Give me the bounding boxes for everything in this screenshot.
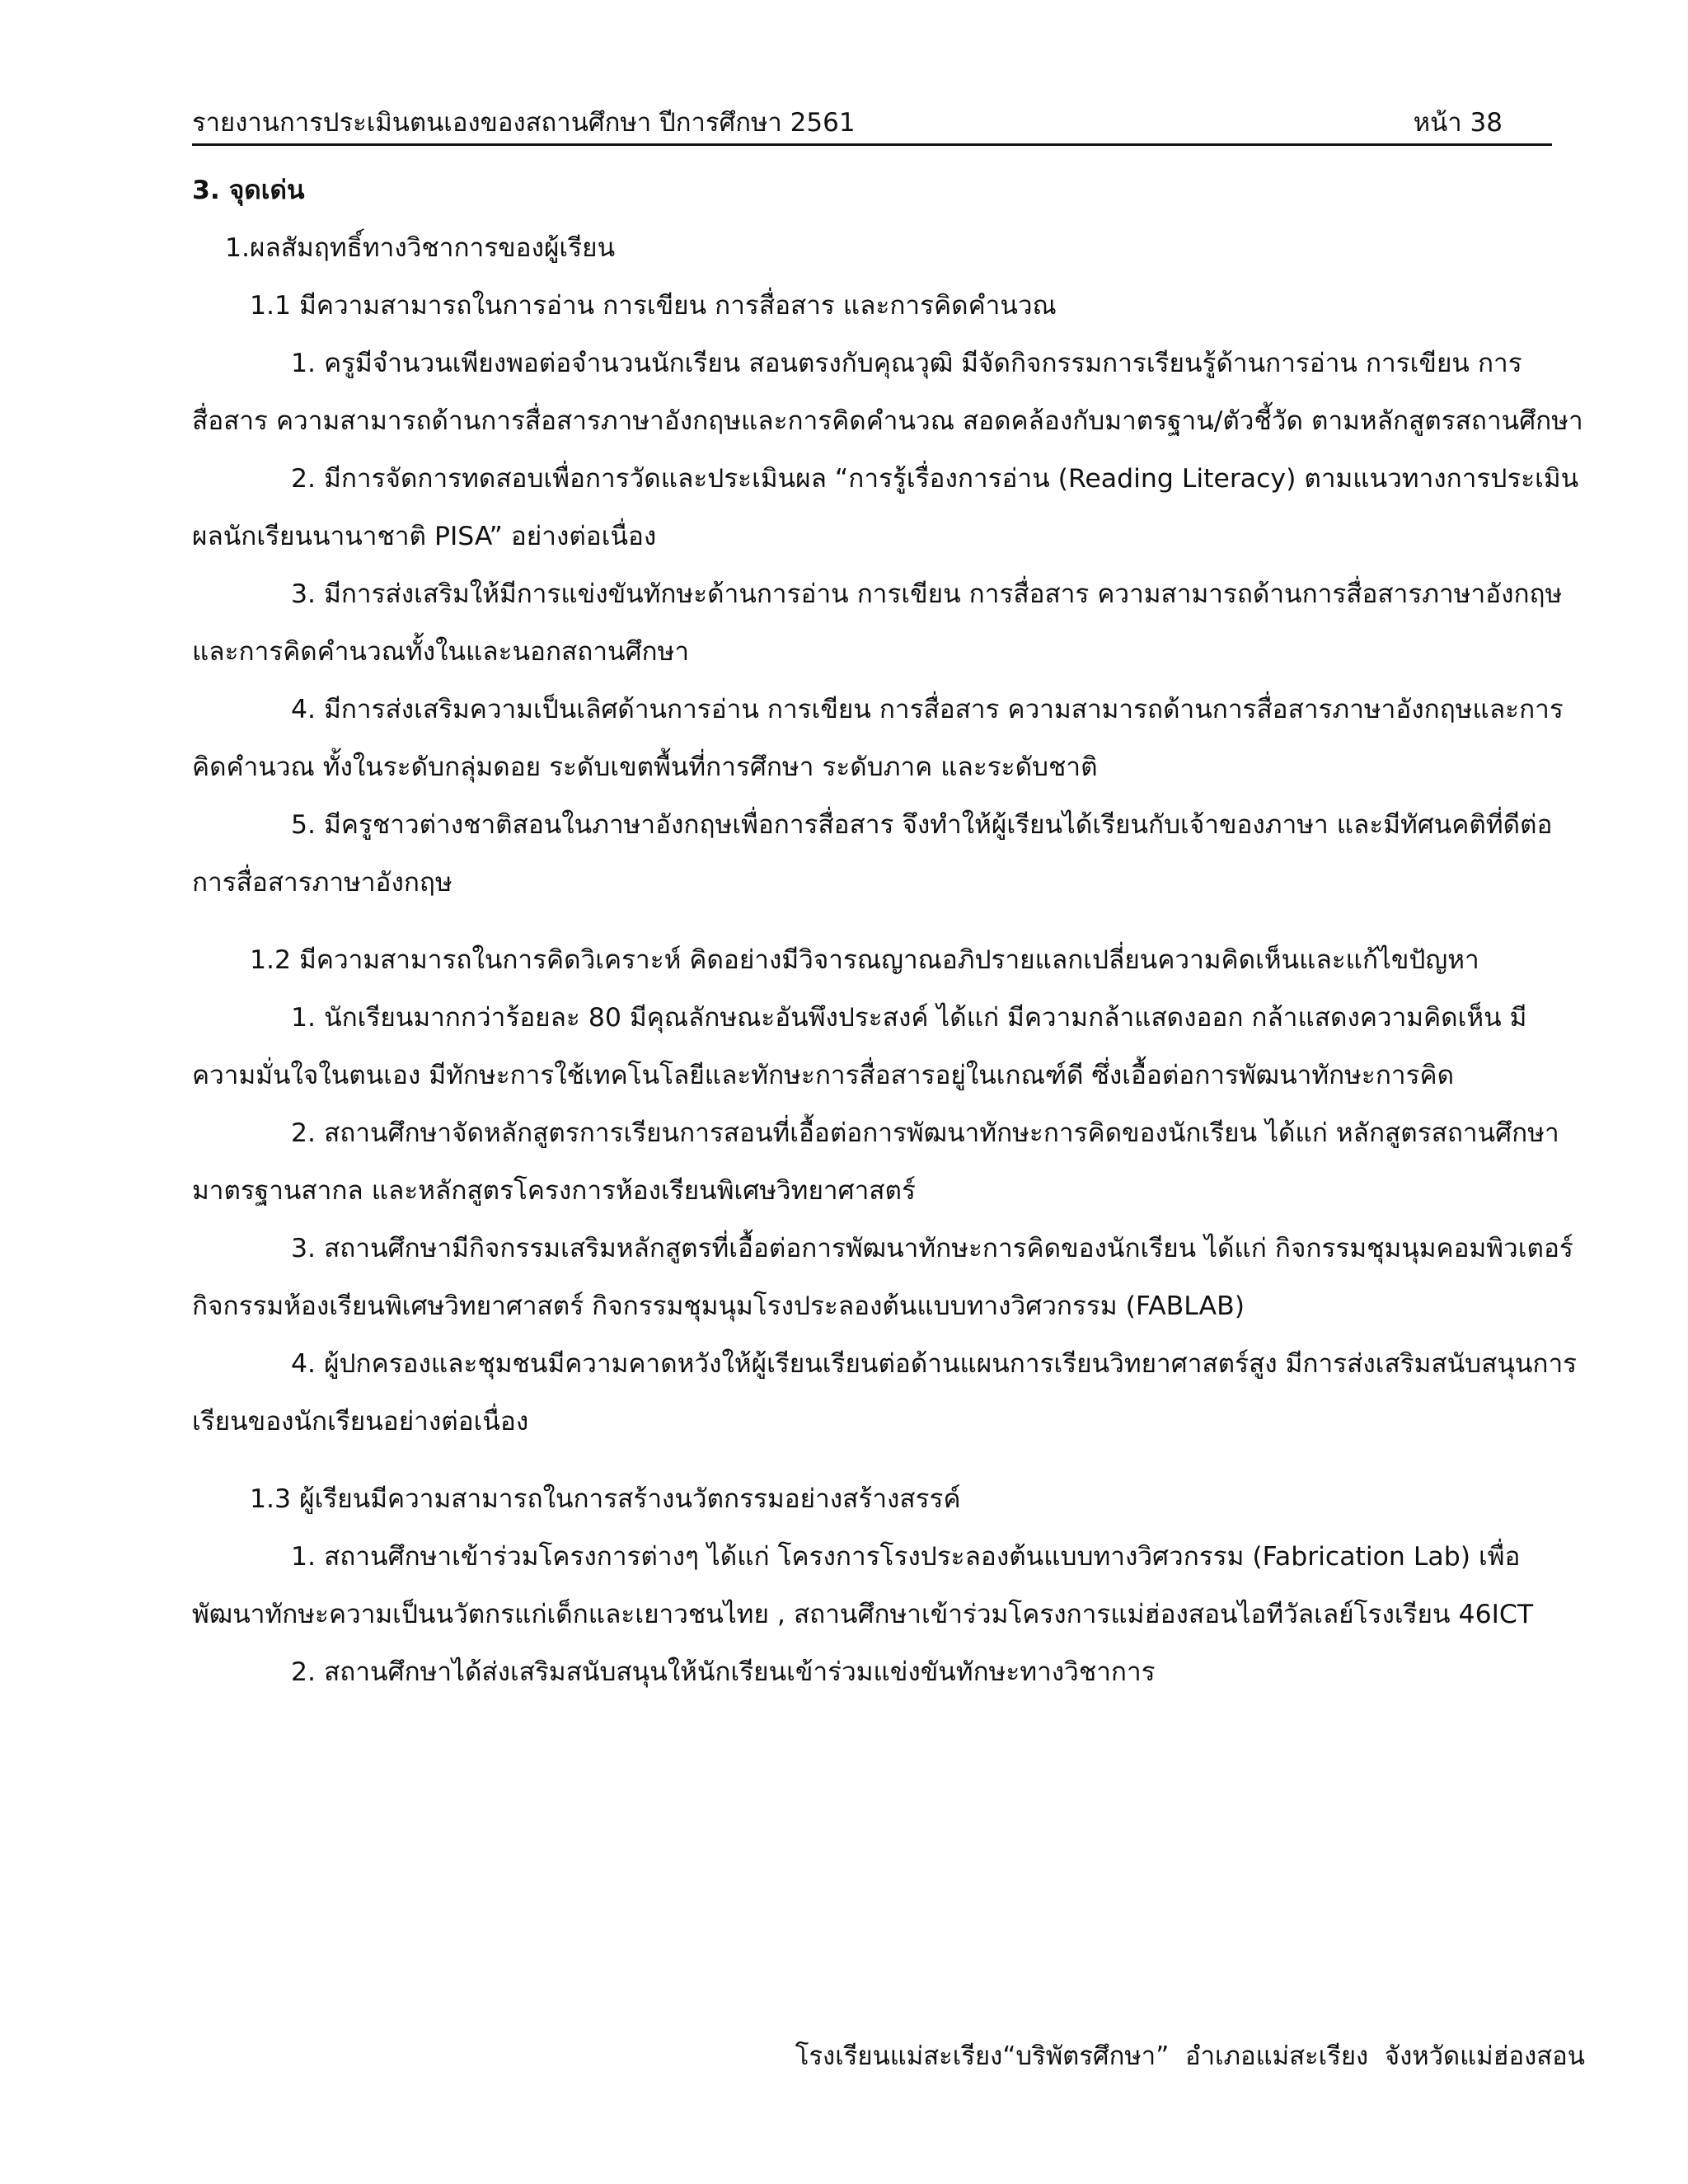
report-title: รายงานการประเมินตนเองของสถานศึกษา ปีการศึกษา 2561: [192, 108, 856, 138]
spacer: [192, 1451, 1585, 1470]
list-item: 1. ครูมีจำนวนเพียงพอต่อจำนวนนักเรียน สอนตรงกับคุณวุฒิ มีจัดกิจกรรมการเรียนรู้ด้านการอ่าน การเขียน การสื่อสาร ความสามารถด้านการสื่อสารภาษาอังกฤษและการคิดคำนวณ สอดคล้องกับมาตรฐาน/ตัวชี้วัด ตามหลักสูตรสถานศึกษา: [192, 349, 1583, 436]
list-item: 1. สถานศึกษาเข้าร่วมโครงการต่างๆ ได้แก่ โครงการโรงประลองต้นแบบทางวิศวกรรม (Fabrication Lab) เพื่อพัฒนาทักษะความเป็นนวัตกรแก่เด็กและเยาวชนไทย , สถานศึกษาเข้าร่วมโครงการแม่ฮ่องสอนไอทีวัลเลย์โรงเรียน 46ICT: [192, 1542, 1534, 1629]
list-item: 3. มีการส่งเสริมให้มีการแข่งขันทักษะด้านการอ่าน การเขียน การสื่อสาร ความสามารถด้านการสื่อสารภาษาอังกฤษและการคิดคำนวณทั้งในและนอกสถานศึกษา: [192, 579, 1563, 667]
page-footer: โรงเรียนแม่สะเรียง“บริพัตรศึกษา” อำเภอแม่สะเรียง จังหวัดแม่ฮ่องสอน: [795, 2041, 1585, 2071]
spacer: [192, 912, 1585, 931]
list-item: 4. ผู้ปกครองและชุมชนมีความคาดหวังให้ผู้เรียนเรียนต่อด้านแผนการเรียนวิทยาศาสตร์สูง มีการส่งเสริมสนับสนุนการเรียนของนักเรียนอย่างต่อเนื่อง: [192, 1349, 1578, 1436]
list-item: 5. มีครูชาวต่างชาติสอนในภาษาอังกฤษเพื่อการสื่อสาร จึงทำให้ผู้เรียนได้เรียนกับเจ้าของภาษา และมีทัศนคติที่ดีต่อการสื่อสารภาษาอังกฤษ: [192, 810, 1553, 898]
list-item: 1. นักเรียนมากกว่าร้อยละ 80 มีคุณลักษณะอันพึงประสงค์ ได้แก่ มีความกล้าแสดงออก กล้าแสดงความคิดเห็น มีความมั่นใจในตนเอง มีทักษะการใช้เทคโนโลยีและทักษะการสื่อสารอยู่ในเกณฑ์ดี ซึ่งเอื้อต่อการพัฒนาทักษะการคิด: [192, 1003, 1527, 1090]
page-number: หน้า 38: [1413, 108, 1503, 138]
list-item: 2. มีการจัดการทดสอบเพื่อการวัดและประเมินผล “การรู้เรื่องการอ่าน (Reading Literacy) ตามแนวทางการประเมินผลนักเรียนนานาชาติ PISA” อย่างต่อเนื่อง: [192, 464, 1579, 551]
subsection-heading: 1.3 ผู้เรียนมีความสามารถในการสร้างนวัตกรรมอย่างสร้างสรรค์: [250, 1484, 961, 1514]
list-item: 3. สถานศึกษามีกิจกรรมเสริมหลักสูตรที่เอื้อต่อการพัฒนาทักษะการคิดของนักเรียน ได้แก่ กิจกรรมชุมนุมคอมพิวเตอร์ กิจกรรมห้องเรียนพิเศษวิทยาศาสตร์ กิจกรรมชุมนุมโรงประลองต้นแบบทางวิศวกรรม (FABLAB): [192, 1234, 1573, 1321]
subsection-heading: 1.2 มีความสามารถในการคิดวิเคราะห์ คิดอย่างมีวิจารณญาณอภิปรายแลกเปลี่ยนความคิดเห็นและแก้ไขปัญหา: [250, 945, 1479, 975]
section-subtitle: 1.ผลสัมฤทธิ์ทางวิชาการของผู้เรียน: [225, 233, 616, 263]
list-item: 2. สถานศึกษาได้ส่งเสริมสนับสนุนให้นักเรียนเข้าร่วมแข่งขันทักษะทางวิชาการ: [291, 1657, 1156, 1687]
page-content: [192, 162, 1585, 1701]
section-title: 3. จุดเด่น: [192, 176, 305, 205]
subsection-heading: 1.1 มีความสามารถในการอ่าน การเขียน การสื่อสาร และการคิดคำนวณ: [250, 291, 1057, 321]
page-header: [192, 102, 1552, 146]
list-item: 2. สถานศึกษาจัดหลักสูตรการเรียนการสอนที่เอื้อต่อการพัฒนาทักษะการคิดของนักเรียน ได้แก่ หลักสูตรสถานศึกษามาตรฐานสากล และหลักสูตรโครงการห้องเรียนพิเศษวิทยาศาสตร์: [192, 1118, 1559, 1206]
list-item: 4. มีการส่งเสริมความเป็นเลิศด้านการอ่าน การเขียน การสื่อสาร ความสามารถด้านการสื่อสารภาษาอังกฤษและการคิดคำนวณ ทั้งในระดับกลุ่มดอย ระดับเขตพื้นที่การศึกษา ระดับภาค และระดับชาติ: [192, 695, 1564, 782]
